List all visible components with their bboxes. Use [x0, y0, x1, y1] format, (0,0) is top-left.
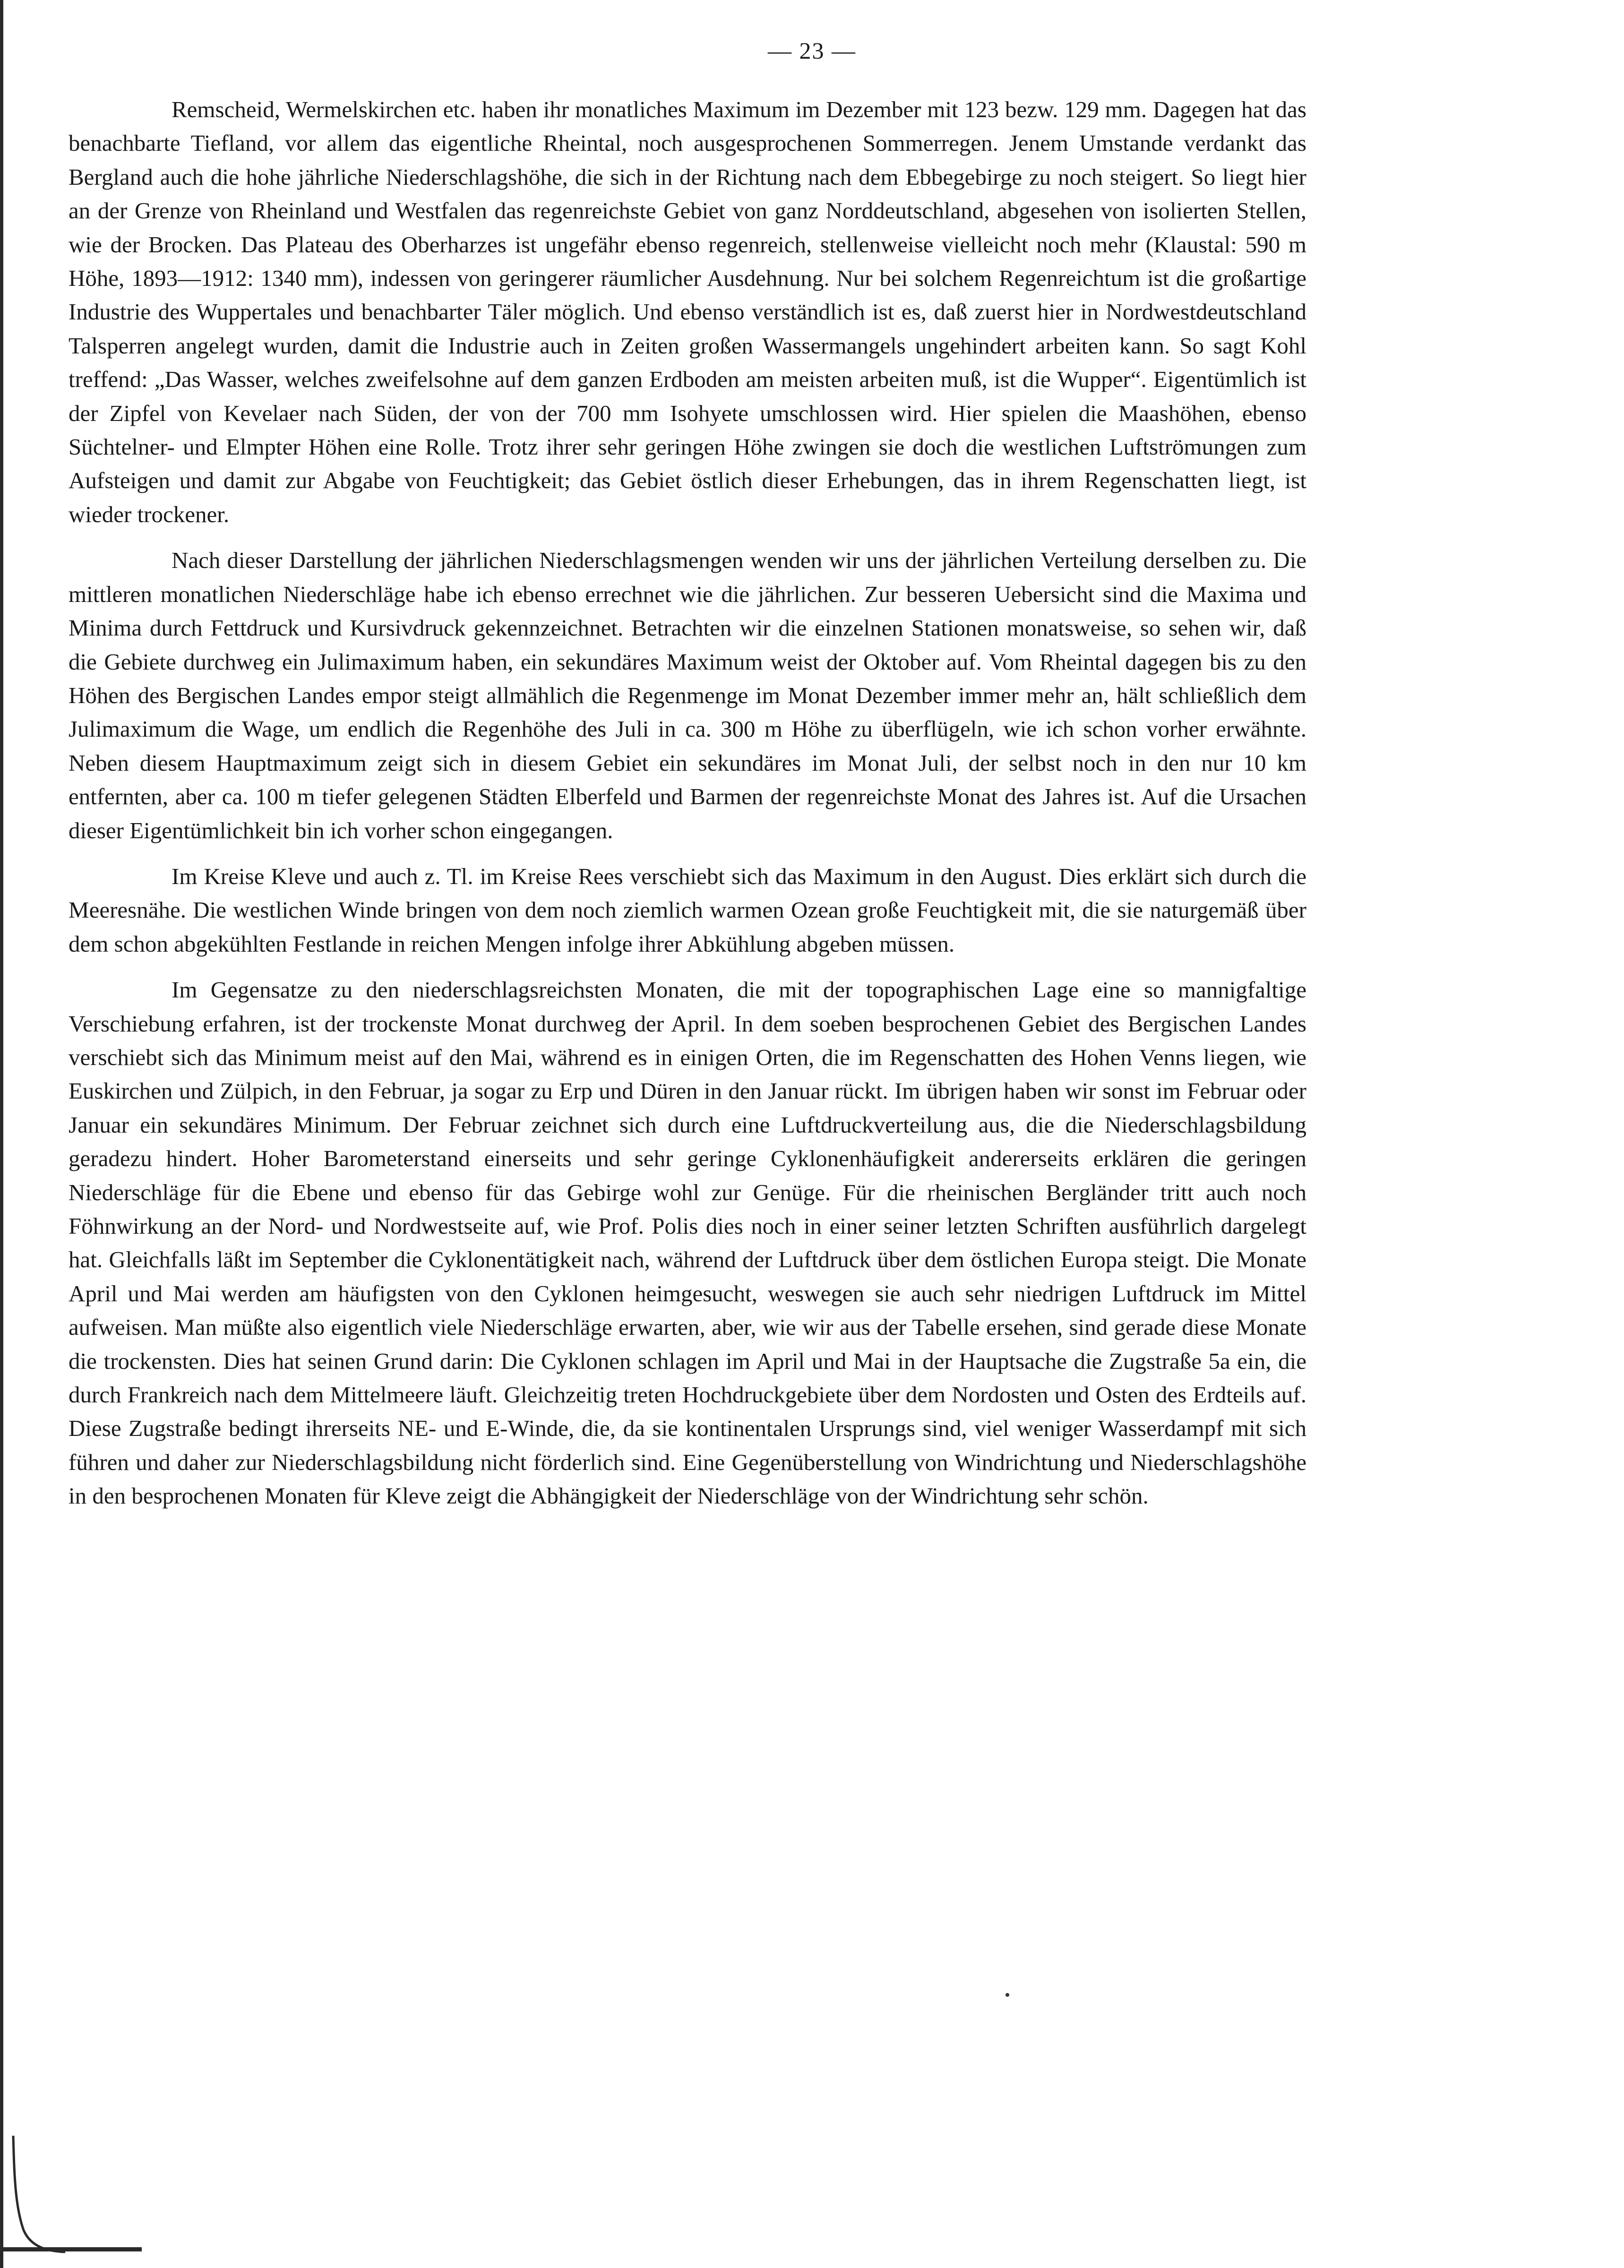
paragraph: Im Gegensatze zu den niederschlagsreichsten Monaten, die mit der topographischen Lage eine so mannigfaltige Verschiebung erfahren, ist der trockenste Monat durchweg der April. In dem soeben besprochenen Gebiet des Bergischen Landes verschiebt sich das Minimum meist auf den Mai, während es in einigen Orten, die im Regenschatten des Hohen Venns liegen, wie Euskirchen und Zülpich, in den Februar, ja sogar zu Erp und Düren in den Januar rückt. Im übrigen haben wir sonst im Februar oder Januar ein sekundäres Minimum. Der Februar zeichnet sich durch eine Luftdruckverteilung aus, die die Niederschlagsbildung geradezu hindert. Hoher Barometerstand einerseits und sehr geringe Cyklonenhäufigkeit andererseits erklären die geringen Niederschläge für die Ebene und ebenso für das Gebirge wohl zur Genüge. Für die rheinischen Bergländer tritt auch noch Föhnwirkung an der Nord- und Nordwestseite auf, wie Prof. Polis dies noch in einer seiner letzten Schriften ausführlich dargelegt hat. Gleichfalls läßt im September die Cyklonentätigkeit nach, während der Luftdruck über dem östlichen Europa steigt. Die Monate April und Mai werden am häufigsten von den Cyklonen heimgesucht, weswegen sie auch sehr niedrigen Luftdruck im Mittel aufweisen. Man müßte also eigentlich viele Niederschläge erwarten, aber, wie wir aus der Tabelle ersehen, sind gerade diese Monate die trockensten. Dies hat seinen Grund darin: Die Cyklonen schlagen im April und Mai in der Hauptsache die Zugstraße 5a ein, die durch Frankreich nach dem Mittelmeere läuft. Gleichzeitig treten Hochdruckgebiete über dem Nordosten und Osten des Erdteils auf. Diese Zugstraße bedingt ihrerseits NE- und E-Winde, die, da sie kontinentalen Ursprungs sind, viel weniger Wasserdampf mit sich führen und daher zur Niederschlagsbildung nicht förderlich sind. Eine Gegenüberstellung von Windrichtung und Niederschlagshöhe in den besprochenen Monaten für Kleve zeigt die Abhängigkeit der Niederschläge von der Windrichtung sehr schön.: [69, 977, 1306, 1509]
paragraph: Remscheid, Wermelskirchen etc. haben ihr monatliches Maximum im Dezember mit 123 bezw. 129 mm. Dagegen hat das benachbarte Tiefland, vor allem das eigentliche Rheintal, noch ausgesprochenen Sommerregen. Jenem Umstande verdankt das Bergland auch die hohe jährliche Niederschlagshöhe, die sich in der Richtung nach dem Ebbegebirge zu noch steigert. So liegt hier an der Grenze von Rheinland und Westfalen das regenreichste Gebiet von ganz Norddeutschland, abgesehen von isolierten Stellen, wie der Brocken. Das Plateau des Oberharzes ist ungefähr ebenso regenreich, stellenweise vielleicht noch mehr (Klaustal: 590 m Höhe, 1893—1912: 1340 mm), indessen von geringerer räumlicher Ausdehnung. Nur bei solchem Regenreichtum ist die großartige Industrie des Wuppertales und benachbarter Täler möglich. Und ebenso verständlich ist es, daß zuerst hier in Nordwestdeutschland Talsperren angelegt wurden, damit die Industrie auch in Zeiten großen Wassermangels ungehindert arbeiten kann. So sagt Kohl treffend: „Das Wasser, welches zweifelsohne auf dem ganzen Erdboden am meisten arbeiten muß, ist die Wupper“. Eigentümlich ist der Zipfel von Kevelaer nach Süden, der von der 700 mm Isohyete umschlossen wird. Hier spielen die Maashöhen, ebenso Süchtelner- und Elmpter Höhen eine Rolle. Trotz ihrer sehr geringen Höhe zwingen sie doch die westlichen Luftströmungen zum Aufsteigen und damit zur Abgabe von Feuchtigkeit; das Gebiet östlich dieser Erhebungen, das in ihrem Regenschatten liegt, ist wieder trockener.: [69, 96, 1306, 527]
body-text: [69, 93, 1306, 1525]
page-number: — 23 —: [768, 37, 856, 64]
scan-artifact-mark: [9, 2136, 66, 2254]
scan-speck: [1005, 1993, 1009, 1997]
paragraph: Nach dieser Darstellung der jährlichen Niederschlagsmengen wenden wir uns der jährlichen Verteilung derselben zu. Die mittleren monatlichen Niederschläge habe ich ebenso errechnet wie die jährlichen. Zur besseren Uebersicht sind die Maxima und Minima durch Fettdruck und Kursivdruck gekennzeichnet. Betrachten wir die einzelnen Stationen monatsweise, so sehen wir, daß die Gebiete durchweg ein Julimaximum haben, ein sekundäres Maximum weist der Oktober auf. Vom Rheintal dagegen bis zu den Höhen des Bergischen Landes empor steigt allmählich die Regenmenge im Monat Dezember immer mehr an, hält schließlich dem Julimaximum die Wage, um endlich die Regenhöhe des Juli in ca. 300 m Höhe zu überflügeln, wie ich schon vorher erwähnte. Neben diesem Hauptmaximum zeigt sich in diesem Gebiet ein sekundäres im Monat Juli, der selbst noch in den nur 10 km entfernten, aber ca. 100 m tiefer gelegenen Städten Elberfeld und Barmen der regenreichste Monat des Jahres ist. Auf die Ursachen dieser Eigentümlichkeit bin ich vorher schon eingegangen.: [69, 547, 1306, 843]
paragraph: Im Kreise Kleve und auch z. Tl. im Kreise Rees verschiebt sich das Maximum in den August. Dies erklärt sich durch die Meeresnähe. Die westlichen Winde bringen von dem noch ziemlich warmen Ozean große Feuchtigkeit mit, die sie naturgemäß über dem schon abgekühlten Festlande in reichen Mengen infolge ihrer Abkühlung abgeben müssen.: [69, 863, 1306, 957]
scan-border-left: [0, 0, 3, 2268]
